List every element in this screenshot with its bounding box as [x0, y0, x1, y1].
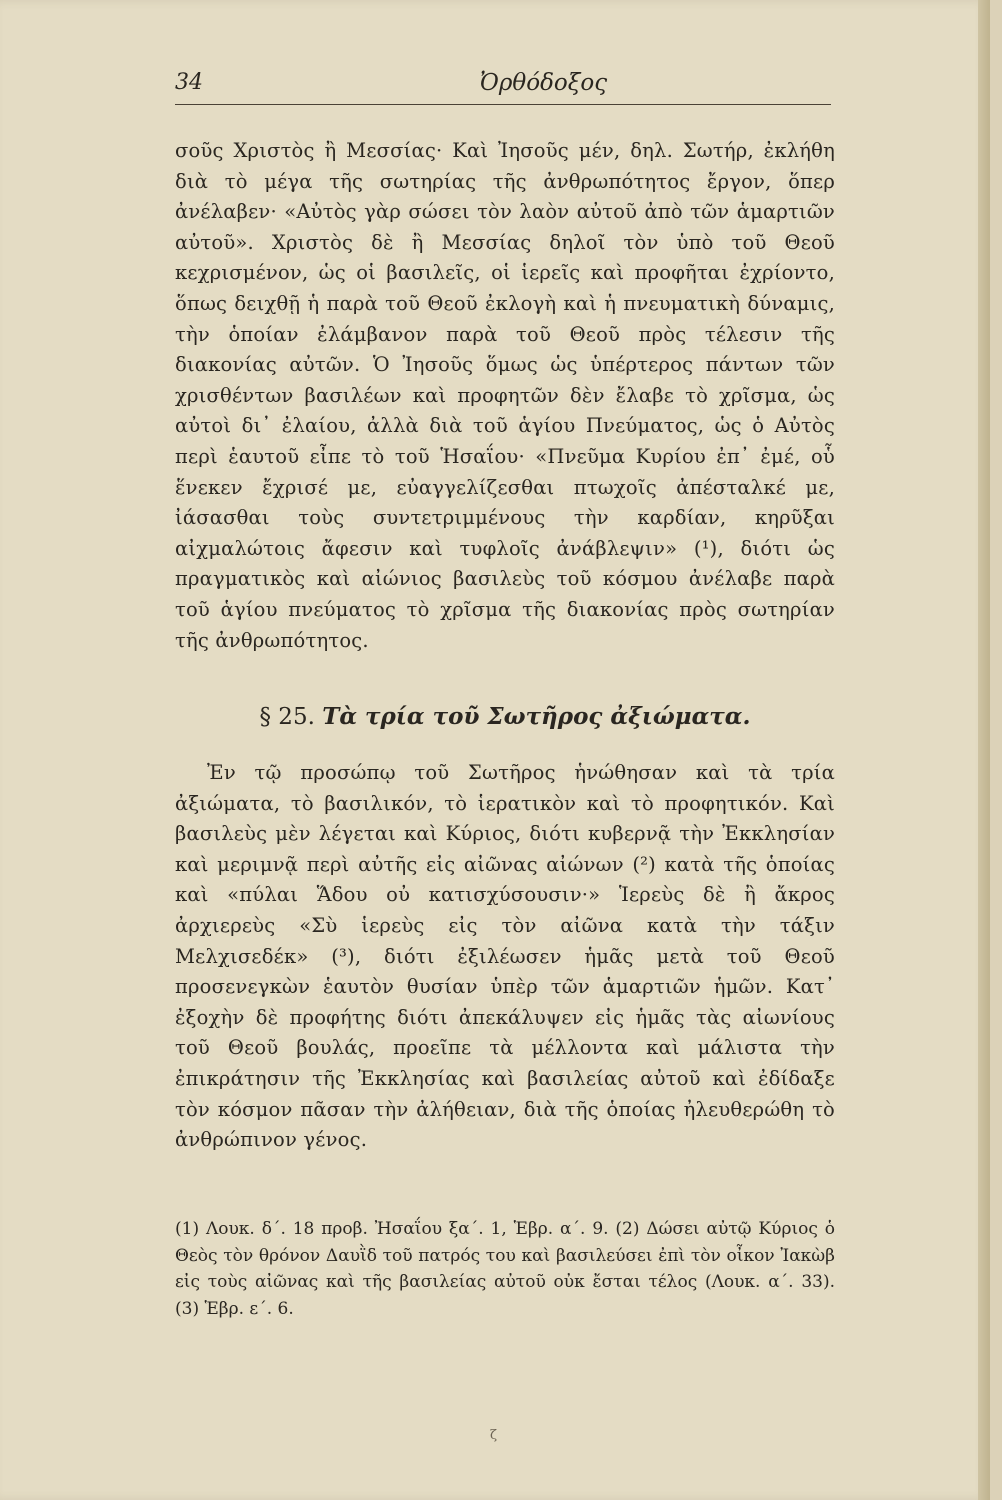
header-divider — [175, 104, 831, 105]
body-paragraph: σοῦς Χριστὸς ἢ Μεσσίας· Καὶ Ἰησοῦς μέν, δηλ. Σωτήρ, ἐκλήθη διὰ τὸ μέγα τῆς σωτηρίας τῆς ἀνθρωπότητος ἔργον, ὅπερ ἀνέλαβεν· «Αὐτὸς γὰρ σώσει τὸν λαὸν αὐτοῦ ἀπὸ τῶν ἁμαρτιῶν αὐτοῦ». Χριστὸς δὲ ἢ Μεσσίας δηλοῖ τὸν ὑπὸ τοῦ Θεοῦ κεχρισμένον, ὡς οἱ βασιλεῖς, οἱ ἱερεῖς καὶ προφῆται ἐχρίοντο, ὅπως δειχθῇ ἡ παρὰ τοῦ Θεοῦ ἐκλογὴ καὶ ἡ πνευματικὴ δύναμις, τὴν ὁποίαν ἐλάμβανον παρὰ τοῦ Θεοῦ πρὸς τέλεσιν τῆς διακονίας αὐτῶν. Ὁ Ἰησοῦς ὅμως ὡς ὑπέρτερος πάντων τῶν χρισθέντων βασιλέων καὶ προφητῶν δὲν ἔλαβε τὸ χρῖσμα, ὡς αὐτοὶ δι᾽ ἐλαίου, ἀλλὰ διὰ τοῦ ἁγίου Πνεύματος, ὡς ὁ Αὐτὸς περὶ ἑαυτοῦ εἶπε τὸ τοῦ Ἡσαΐου· «Πνεῦμα Κυρίου ἐπ᾽ ἐμέ, οὗ ἕνεκεν ἔχρισέ με, εὐαγγελίζεσθαι πτωχοῖς ἀπέσταλκέ με, ἰάσασθαι τοὺς συντετριμμένους τὴν καρδίαν, κηρῦξαι αἰχμαλώτοις ἄφεσιν καὶ τυφλοῖς ἀνάβλεψιν» (¹), διότι ὡς πραγματικὸς καὶ αἰώνιος βασιλεὺς τοῦ κόσμου ἀνέλαβε παρὰ τοῦ ἁγίου πνεύματος τὸ χρῖσμα τῆς διακονίας πρὸς σωτηρίαν τῆς ἀνθρωπότητος. — [175, 139, 835, 652]
page-number: 34 — [175, 70, 203, 95]
body-paragraph: Ἐν τῷ προσώπῳ τοῦ Σωτῆρος ἡνώθησαν καὶ τὰ τρία ἀξιώματα, τὸ βασιλικόν, τὸ ἱερατικὸν καὶ τὸ προφητικόν. Καὶ βασιλεὺς μὲν λέγεται καὶ Κύριος, διότι κυβερνᾷ τὴν Ἐκκλησίαν καὶ μεριμνᾷ περὶ αὐτῆς εἰς αἰῶνας αἰώνων (²) κατὰ τῆς ὁποίας καὶ «πύλαι Ἅδου οὐ κατισχύσουσιν·» Ἱερεὺς δὲ ἢ ἄκρος ἀρχιερεὺς «Σὺ ἱερεὺς εἰς τὸν αἰῶνα κατὰ τὴν τάξιν Μελχισεδέκ» (³), διότι ἐξιλέωσεν ἡμᾶς μετὰ τοῦ Θεοῦ προσενεγκὼν ἑαυτὸν θυσίαν ὑπὲρ τῶν ἁμαρτιῶν ἡμῶν. Κατ᾽ ἐξοχὴν δὲ προφήτης διότι ἀπεκάλυψεν εἰς ἡμᾶς τὰς αἰωνίους τοῦ Θεοῦ βουλάς, προεῖπε τὰ μέλλοντα καὶ μάλιστα τὴν ἐπικράτησιν τῆς Ἐκκλησίας καὶ βασιλείας αὐτοῦ καὶ ἐδίδαξε τὸν κόσμον πᾶσαν τὴν ἀλήθειαν, διὰ τῆς ὁποίας ἠλευθερώθη τὸ ἀνθρώπινον γένος. — [175, 761, 835, 1152]
footnotes: (1) Λουκ. δ΄. 18 προβ. Ἠσαΐου ξα΄. 1, Ἑβρ. α΄. 9. (2) Δώσει αὐτῷ Κύριος ὁ Θεὸς τὸν θρόνον Δαυῒδ τοῦ πατρός του καὶ βασιλεύσει ἐπὶ τὸν οἶκον Ἰακὼβ εἰς τοὺς αἰῶνας καὶ τῆς βασιλείας αὐτοῦ οὐκ ἔσται τέλος (Λουκ. α΄. 33). (3) Ἑβρ. ε΄. 6. — [175, 1219, 835, 1319]
page-edge — [978, 0, 990, 1500]
section-title: Τὰ τρία τοῦ Σωτῆρος ἀξιώματα. — [322, 703, 751, 730]
printer-mark: ζ — [490, 1428, 498, 1443]
section-heading — [175, 700, 835, 734]
section-number: § 25. — [259, 704, 315, 730]
journal-title: Ὀρθόδοξος — [480, 70, 608, 96]
running-head — [175, 70, 835, 104]
